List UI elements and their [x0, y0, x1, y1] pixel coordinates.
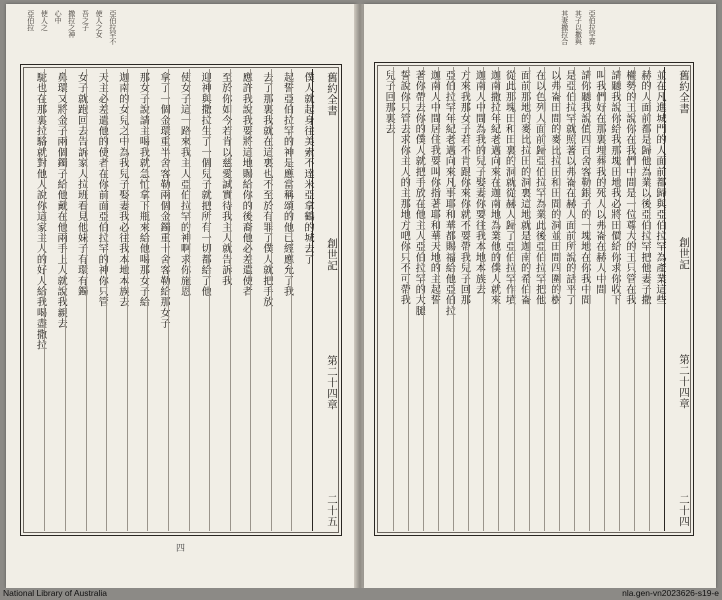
- text-column: 駝也在那裏拉駱就對他人說你這家主人的好人給我喝盡撒拉: [34, 72, 46, 351]
- text-column: 應許我說我要將這地賜給你的後裔他必差遣使者: [230, 69, 251, 531]
- text-column: 赫的人面前都是歸他為業以後亞伯拉罕把他妻子撒: [634, 67, 649, 531]
- text-column: 方來我那女子若不肯跟你來你就不要帶我兒子回那: [453, 67, 468, 531]
- text-column: 叫我們好在那裏埋葬我的死人以弗崙在赫人中間: [589, 67, 604, 531]
- margin-note: 吾之子: [81, 10, 90, 31]
- left-page-header: [312, 69, 337, 531]
- text-column: 迦南的女兒之中為我兒子娶妻我必往我本地本族去: [106, 69, 127, 531]
- text-column: 亞伯拉罕年紀老邁向來凡事耶和華都賜福給他亞伯拉: [438, 67, 453, 531]
- right-page-header: [664, 67, 689, 531]
- book-title: 舊約全書: [678, 70, 690, 114]
- text-column: 起誓亞伯拉罕的神是應當稱頌的他已經應允了我: [271, 69, 292, 531]
- chapter-number: 第二十四章: [678, 354, 690, 410]
- chapter-number: 第二十四章: [326, 355, 338, 410]
- text-column: 誓說你只管去求你主人的主那地方吧你只不可帶我: [393, 67, 408, 531]
- margin-note: 其子以撒與: [574, 10, 583, 45]
- text-column: 那女子說請主喝我就急忙拿下瓶來給他喝那女子給: [127, 69, 148, 531]
- text-column: 使女子這一路來我主人亞伯拉罕的神啊求你施恩: [168, 69, 189, 531]
- text-column: 迦南人中間為我的兒子娶妻你要往我本地本族去: [468, 67, 483, 531]
- text-column: 權勢的王說你在我們中間是一位尊大的王只管在我: [619, 67, 634, 531]
- text-column: 迦南撒拉年紀老邁向來在迦南地為業他的僕人就來: [483, 67, 498, 531]
- text-column: 去了那裏我就在這裏也不至於有罪了僕人就把手放: [250, 69, 271, 531]
- text-column: 女子就跑回去告訴家人拉班看見他妹子有環有鐲: [65, 69, 86, 531]
- footer-bar: [0, 588, 722, 600]
- text-column: 拿了一個金環重半舍客勒兩個金鐲重十舍客勒給那女子: [147, 69, 168, 531]
- folio-number: 四: [176, 544, 186, 554]
- left-page: [6, 4, 356, 588]
- text-column: 請聽我說你給我那塊田地我必將田價給你求你收下: [604, 67, 619, 531]
- text-column: 並在凡進城門的人面前都歸與亞伯拉罕為產業這些: [649, 67, 664, 531]
- text-column: 請你聽我說值四百舍客勒銀子的一塊地在你我中間: [574, 67, 589, 531]
- text-column: 天主必差遣他的使者在你前面亞伯拉罕的神你只管: [86, 69, 107, 531]
- right-text-frame: [374, 62, 694, 536]
- chapter-title: 創世記: [678, 236, 690, 270]
- margin-note: 亞伯拉罕葬: [588, 10, 597, 45]
- text-column: 僕人就起身往美索不達米亞拿鶴的城去了: [291, 69, 312, 531]
- chapter-title: 創世記: [326, 238, 338, 271]
- text-column: 以弗崙田間的麥比拉田和田間的洞並田間四圍的樹: [544, 67, 559, 531]
- margin-note: 使人之女: [95, 10, 104, 38]
- text-column: 在以色列人面前歸亞伯拉罕為業此後亞伯拉罕把他: [529, 67, 544, 531]
- text-column: 著你帶去你的僕人就把手放在他主人亞伯拉罕的大腿: [408, 67, 423, 531]
- text-column: 從此那塊田和田裏的洞就從赫人歸了亞伯拉罕作墳: [498, 67, 513, 531]
- book-title: 舊約全書: [326, 72, 338, 116]
- text-column: 至於你如今若肯以慈愛誠實待我主人就告訴我: [209, 69, 230, 531]
- margin-note: 使人之: [40, 10, 49, 31]
- library-credit: National Library of Australia: [3, 588, 107, 598]
- left-text-frame: [20, 64, 342, 536]
- text-column: 面前那地的麥比拉田的洞裏這地就是迦南的希伯崙: [514, 67, 529, 531]
- margin-note: 撒拉之神: [67, 10, 76, 38]
- image-identifier: nla.gen-vn2023626-s19-e: [622, 588, 719, 598]
- text-column: 兒子回那裏去: [383, 70, 395, 135]
- text-column: 是亞伯拉罕就照著以弗崙在赫人面前所說的話平了: [559, 67, 574, 531]
- right-margin-notes: [560, 10, 595, 62]
- margin-note: 亞伯拉: [26, 10, 35, 31]
- text-column: 鼻環又將金子兩個鐲子給他戴在他兩手上人就說我親去: [44, 69, 65, 531]
- left-margin-notes: [26, 10, 116, 62]
- margin-note: 亞伯拉罕不: [108, 10, 117, 45]
- text-column: 迦南人中間居住我要叫你指著耶和華天地的主起誓: [423, 67, 438, 531]
- text-column: 迎神與撒拉生了一個兒子就把所有一切都給了他: [189, 69, 210, 531]
- page-number: 二十四: [678, 493, 690, 527]
- right-page: [364, 4, 716, 588]
- margin-note: 心中: [54, 10, 63, 24]
- page-number: 二十五: [326, 494, 338, 527]
- margin-note: 其妻撒拉合: [560, 10, 569, 45]
